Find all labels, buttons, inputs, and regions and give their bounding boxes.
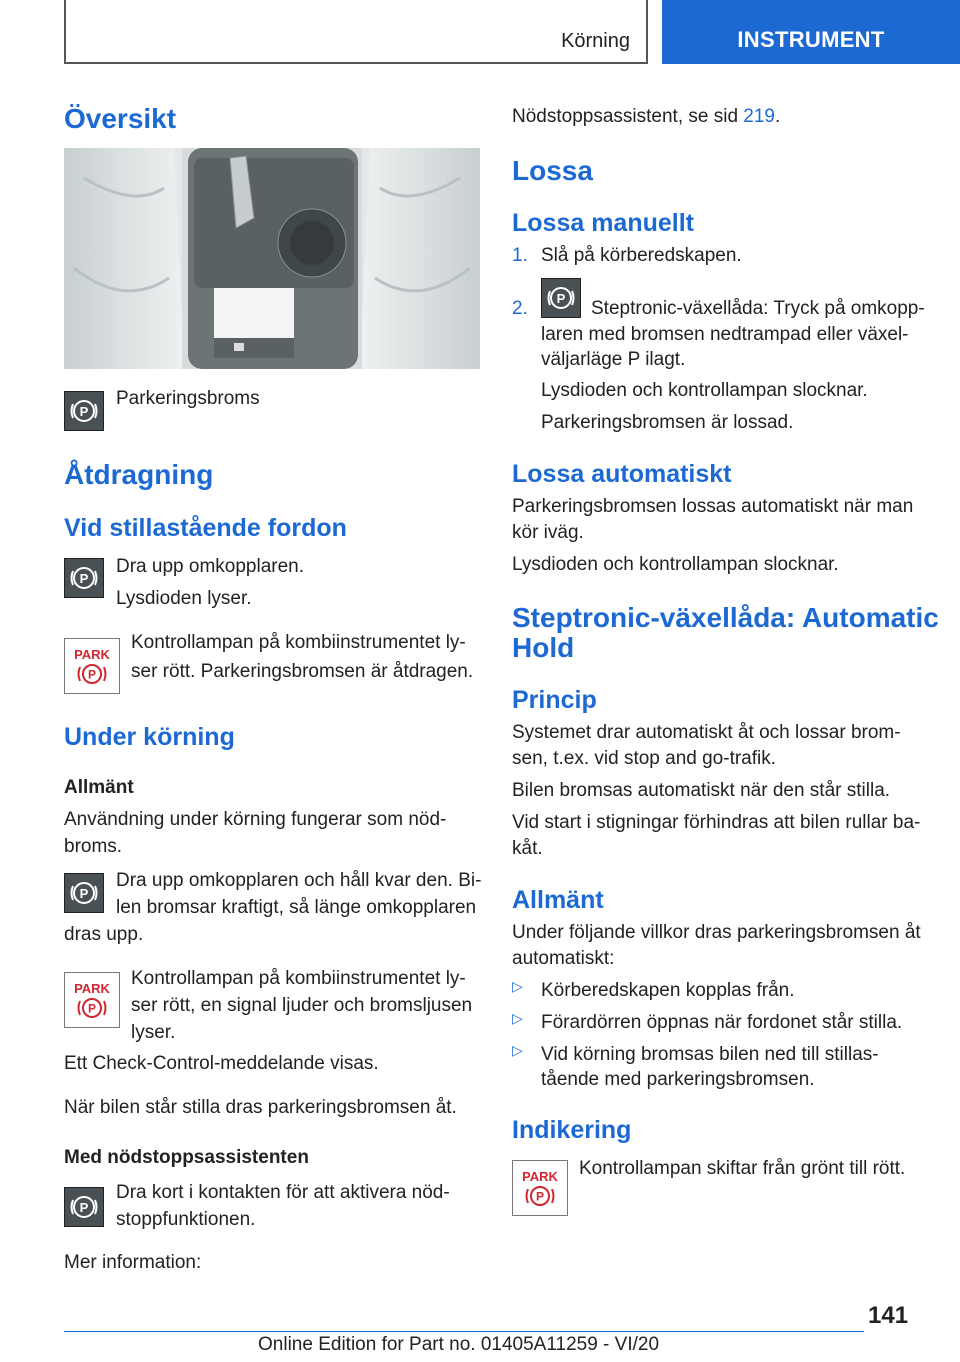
text: ser rött, en signal ljuder och bromsljusen: [131, 995, 473, 1016]
text: stoppfunktionen.: [116, 1209, 256, 1230]
parking-brake-icon: [64, 558, 104, 598]
text: Steptronic-växellåda: Tryck på omkopp-: [591, 298, 925, 319]
text: kör iväg.: [512, 522, 584, 543]
svg-text:P: P: [79, 1200, 89, 1215]
text: Användning under körning fungerar som nöd-: [64, 809, 447, 830]
text: Systemet drar automatiskt åt och lossar brom-: [512, 722, 901, 743]
bullet-icon: ▷: [512, 978, 523, 994]
title-steptronic-2: Hold: [512, 632, 575, 663]
page-number: 141: [868, 1302, 909, 1329]
caption-parkeringsbroms: Parkeringsbroms: [116, 388, 260, 409]
text: sen, t.ex. vid stop and go-trafik.: [512, 748, 777, 769]
text: automatiskt:: [512, 948, 615, 969]
svg-text:PARK: PARK: [74, 647, 110, 662]
svg-text:P: P: [79, 571, 89, 586]
text: Dra upp omkopplaren och håll kvar den. Bi-: [116, 870, 482, 891]
park-warning-icon: [512, 1160, 568, 1216]
text: dras upp.: [64, 924, 144, 945]
header-chapter-tab: INSTRUMENT: [662, 0, 960, 64]
text: Slå på körberedskapen.: [541, 245, 742, 266]
text: len bromsar kraftigt, så länge omkopplaren: [116, 897, 477, 918]
svg-text:PARK: PARK: [74, 981, 110, 996]
subtitle-indikering: Indikering: [512, 1116, 632, 1144]
footer-edition: Online Edition for Part no. 01405A11259 - VI/20: [258, 1334, 660, 1355]
list-item: 2.: [512, 298, 528, 319]
intro: Nödstoppsassistent, se sid 219.: [512, 106, 781, 127]
text: kåt.: [512, 838, 543, 859]
bullet-icon: ▷: [512, 1042, 523, 1058]
text: Kontrollampan skiftar från grönt till rött.: [579, 1158, 906, 1179]
text: Dra upp omkopplaren.: [116, 556, 304, 577]
list-item: Vid körning bromsas bilen ned till stillas-: [541, 1044, 879, 1065]
text: väljarläge P ilagt.: [541, 349, 686, 370]
list-item: Körberedskapen kopplas från.: [541, 980, 795, 1001]
text: Mer information:: [64, 1252, 202, 1273]
page-link[interactable]: 219: [743, 106, 775, 127]
text: Lysdioden lyser.: [116, 588, 252, 609]
svg-text:P: P: [535, 1189, 545, 1204]
text: Dra kort i kontakten för att aktivera nöd-: [116, 1182, 450, 1203]
footer-divider: [64, 1331, 864, 1332]
heading-med-nodstopp: Med nödstoppsassistenten: [64, 1147, 309, 1168]
text: Kontrollampan på kombiinstrumentet ly-: [131, 968, 466, 989]
text: ser rött. Parkeringsbromsen är åtdragen.: [131, 661, 474, 682]
list-item: 1.: [512, 245, 528, 266]
list-item: Förardörren öppnas när fordonet står stilla.: [541, 1012, 903, 1033]
header-section: Körning: [561, 30, 630, 52]
text: Vid start i stigningar förhindras att bilen rullar ba-: [512, 812, 921, 833]
text: lyser.: [131, 1022, 176, 1043]
list-item: tående med parkeringsbromsen.: [541, 1069, 815, 1090]
subtitle-allmant: Allmänt: [512, 886, 604, 914]
title-steptronic: Steptronic-växellåda: Automatic: [512, 602, 939, 633]
park-warning-icon: [64, 972, 120, 1028]
text: Kontrollampan på kombiinstrumentet ly-: [131, 632, 466, 653]
text: broms.: [64, 836, 123, 857]
text: Lysdioden och kontrollampan slocknar.: [541, 380, 868, 401]
console-photo: [64, 148, 480, 369]
parking-brake-icon: [64, 1187, 104, 1227]
text: laren med bromsen nedtrampad eller växel-: [541, 324, 909, 345]
title-oversikt: Översikt: [64, 103, 177, 134]
title-atdragning: Åtdragning: [64, 459, 214, 490]
parking-brake-icon: [64, 391, 104, 431]
text: Under följande villkor dras parkeringsbromsen åt: [512, 922, 921, 943]
text: Bilen bromsas automatiskt när den står stilla.: [512, 780, 891, 801]
bullet-icon: ▷: [512, 1010, 523, 1026]
title-lossa: Lossa: [512, 155, 593, 186]
title-under-korning: Under körning: [64, 723, 235, 751]
header-left-tab: [64, 0, 648, 64]
subtitle-lossa-manuellt: Lossa manuellt: [512, 209, 694, 237]
subtitle-lossa-automatiskt: Lossa automatiskt: [512, 460, 732, 488]
text: När bilen står stilla dras parkeringsbromsen åt.: [64, 1097, 457, 1118]
svg-text:P: P: [79, 886, 89, 901]
parking-brake-icon: [64, 873, 104, 913]
park-warning-icon: [64, 638, 120, 694]
svg-text:P: P: [87, 1001, 97, 1016]
svg-text:P: P: [556, 291, 566, 306]
svg-text:PARK: PARK: [522, 1169, 558, 1184]
subtitle-princip: Princip: [512, 686, 597, 714]
parking-brake-icon: [541, 278, 581, 318]
text: Parkeringsbromsen lossas automatiskt när man: [512, 496, 914, 517]
text: Parkeringsbromsen är lossad.: [541, 412, 794, 433]
subtitle-stillastaende: Vid stillastående fordon: [64, 514, 347, 542]
text: Ett Check-Control-meddelande visas.: [64, 1053, 379, 1074]
heading-allmant: Allmänt: [64, 777, 134, 798]
svg-text:P: P: [87, 667, 97, 682]
text: Lysdioden och kontrollampan slocknar.: [512, 554, 839, 575]
svg-text:P: P: [79, 404, 89, 419]
